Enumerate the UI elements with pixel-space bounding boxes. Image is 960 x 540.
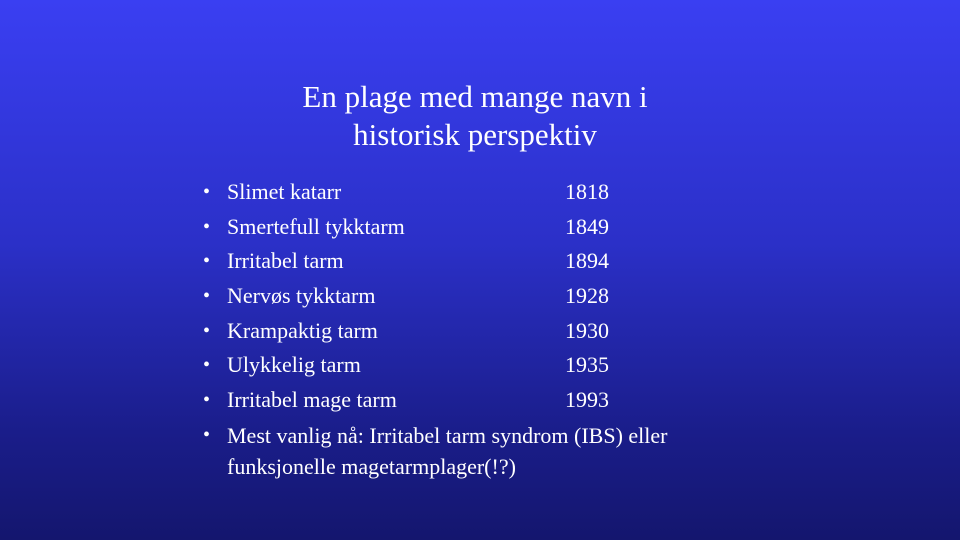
list-item (203, 175, 743, 210)
list-item (203, 210, 743, 245)
item-year: 1928 (565, 283, 609, 309)
bullet-icon: • (203, 423, 211, 446)
final-item-line-1: Mest vanlig nå: Irritabel tarm syndrom (IBS) eller (227, 422, 668, 448)
item-year: 1935 (565, 352, 609, 378)
slide-title (180, 78, 770, 154)
list-item (203, 279, 743, 314)
bullet-icon: • (203, 285, 211, 308)
slide-title-line-2: historisk perspektiv (353, 117, 597, 152)
list-item-final (203, 418, 743, 482)
item-year: 1849 (565, 213, 609, 239)
list-item (203, 383, 743, 418)
list-item (203, 314, 743, 349)
list-item (203, 244, 743, 279)
bullet-icon: • (203, 215, 211, 238)
item-name: Krampaktig tarm (227, 317, 378, 343)
item-name: Nervøs tykktarm (227, 283, 376, 309)
bullet-icon: • (203, 389, 211, 412)
final-item-line-2: funksjonelle magetarmplager(!?) (227, 453, 516, 479)
slide-title-line-1: En plage med mange navn i (302, 79, 648, 114)
bullet-icon: • (203, 181, 211, 203)
bullet-icon: • (203, 250, 211, 273)
item-name: Smertefull tykktarm (227, 213, 405, 239)
item-year: 1993 (565, 387, 609, 413)
item-name: Ulykkelig tarm (227, 352, 361, 378)
list-item (203, 348, 743, 383)
item-name: Irritabel mage tarm (227, 387, 397, 413)
item-year: 1818 (565, 179, 609, 204)
item-year: 1894 (565, 248, 609, 274)
item-name: Irritabel tarm (227, 248, 344, 274)
bullet-icon: • (203, 354, 211, 377)
bullet-list (203, 175, 743, 482)
bullet-icon: • (203, 319, 211, 342)
item-year: 1930 (565, 317, 609, 343)
item-name: Slimet katarr (227, 179, 342, 204)
